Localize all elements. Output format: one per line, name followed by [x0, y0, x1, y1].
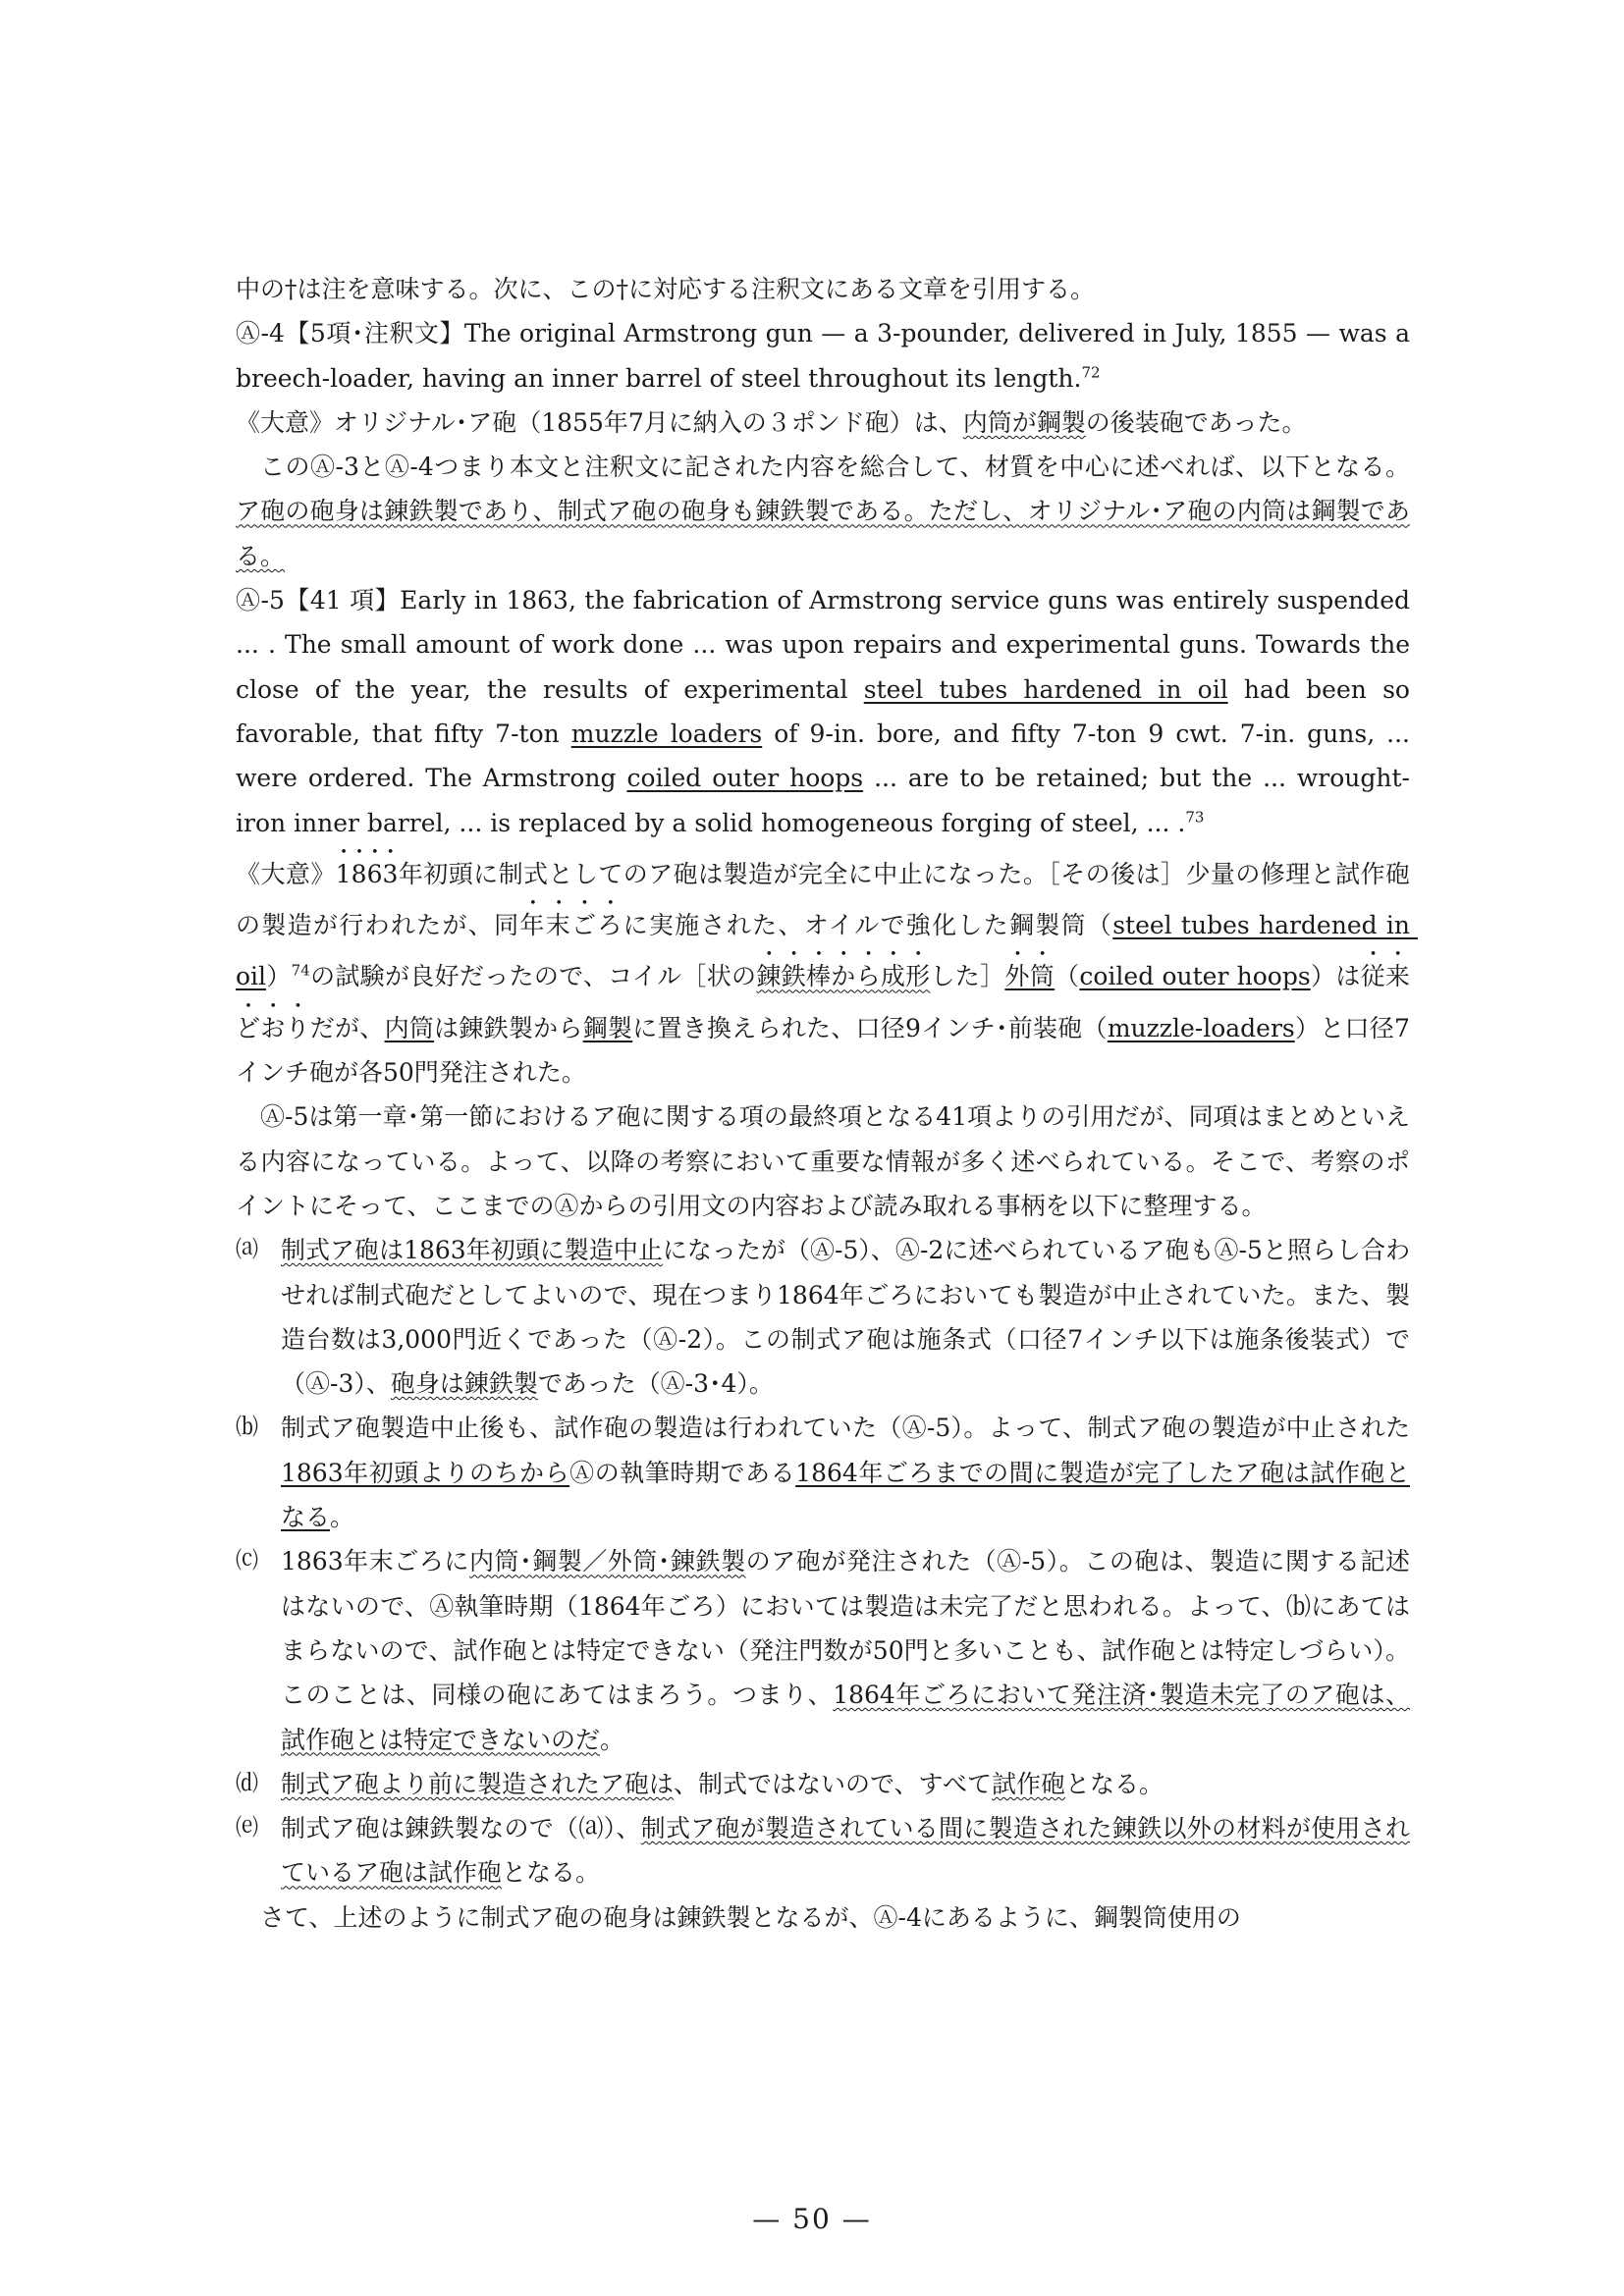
paragraph	[236, 845, 1418, 1095]
text-run: 《大意》	[236, 859, 336, 888]
underlined-text: steel tubes hardened in oil	[863, 674, 1228, 704]
text-run: であった（Ⓐ-3･4）。	[537, 1369, 774, 1399]
text-run: 制式ア砲は錬鉄製なので（⒜）、	[281, 1814, 641, 1843]
paragraph	[236, 578, 1418, 845]
underlined-text: muzzle-loaders	[1107, 1013, 1295, 1042]
text-run: になったが（Ⓐ-5）、Ⓐ-2に述べられているア砲もⒶ-5と照らし合わせれば制式砲だとしてよいので、現在つまり1864年ごろにおいても製造が中止されていた。また、製造台数は3,000門近くであった（Ⓐ-2）。この制式ア砲は施条式（口径7インチ以下は施条後装式）で（Ⓐ-3）、	[281, 1236, 1411, 1399]
underlined-text: 1864年ごろまでの間に製造が完了したア砲は試作砲となる	[281, 1458, 1410, 1532]
page-number: — 50 —	[752, 2203, 872, 2235]
paragraph	[236, 267, 1410, 311]
list-item	[236, 1806, 1410, 1896]
underlined-text: coiled outer hoops	[1079, 962, 1311, 991]
emphasis-dots-text: 年末ごろ	[519, 911, 623, 940]
wavy-underlined-text: 砲身は錬鉄製	[390, 1369, 538, 1399]
text-run: 1863年末ごろに	[281, 1547, 469, 1576]
text-run: は錬鉄製から	[434, 1013, 583, 1042]
wavy-underlined-text: 内筒･鋼製／外筒･錬鉄製	[468, 1547, 746, 1576]
list-item	[236, 1539, 1410, 1761]
text-run: の試験が良好だったので、コイル［状の	[309, 962, 757, 991]
list-item-text	[281, 1406, 1410, 1539]
text-run: 制式ア砲製造中止後も、試作砲の製造は行われていた（Ⓐ-5）。よって、制式ア砲の製造が中止された	[281, 1414, 1410, 1443]
underlined-text: muzzle loaders	[570, 719, 763, 748]
text-run: 。	[600, 1725, 625, 1754]
list-item-text	[281, 1762, 1410, 1806]
text-run: Ⓐの執筆時期である	[569, 1458, 796, 1487]
list-item-marker: ⒞	[236, 1548, 258, 1575]
text-run: に置き換えられた、口径9インチ･前装砲（	[632, 1013, 1108, 1042]
wavy-underlined-text: 1864年ごろにおいて発注済･製造未完了のア砲は、試作砲とは特定できないのだ	[281, 1681, 1410, 1754]
footnote-ref: 73	[1185, 808, 1205, 827]
text-run: した］	[930, 962, 1005, 991]
text-run: 。	[330, 1503, 355, 1532]
text-run: となる。	[1065, 1769, 1164, 1798]
wavy-underlined-text: 制式ア砲より前に製造されたア砲は	[281, 1769, 675, 1798]
list-item-marker: ⒜	[236, 1237, 258, 1263]
text-run: このⒶ-3とⒶ-4つまり本文と注釈文に記された内容を総合して、材質を中心に述べれば、以下となる。	[260, 453, 1410, 482]
text-run: ）と口径7インチ砲が各50門発注された。	[236, 1013, 1410, 1088]
list-item	[236, 1406, 1410, 1539]
wavy-underlined-text: 内筒が鋼製	[962, 407, 1086, 437]
emphasis-dots-text: 従来どおり	[236, 962, 1410, 1042]
paragraphs	[236, 267, 1418, 1228]
paragraph	[236, 400, 1410, 445]
text-run: だが、	[309, 1013, 385, 1042]
underlined-text: 鋼製	[582, 1013, 633, 1042]
underlined-text: coiled outer hoops	[626, 764, 864, 793]
text-run: of 9-in. bore, and fifty 7-ton 9 cwt. 7-in. guns, ... were ordered. The Armstrong	[236, 719, 1418, 793]
text-run: 中の†は注を意味する。次に、この†に対応する注釈文にある文章を引用する。	[236, 275, 1096, 303]
wavy-underlined-text: 制式ア砲が製造されている間に製造された錬鉄以外の材料が使用されているア砲は試作砲	[281, 1814, 1410, 1888]
text-run: さて、上述のように制式ア砲の砲身は錬鉄製となるが、Ⓐ-4にあるように、鋼製筒使用の	[260, 1902, 1241, 1932]
footnote-ref: 74	[291, 962, 310, 981]
text-run: となる。	[502, 1858, 601, 1888]
text-run: 年初頭に制式としてのア砲は製造が完全に中止になった。［その後は］少量の修理と試作砲の製造が行われたが、同	[236, 859, 1410, 940]
paragraph	[236, 445, 1410, 578]
text-run: ... are to be retained; but the ... wrought-iron inner barrel, ... is replaced by a solid homogeneous forging of steel, ... .	[236, 764, 1410, 837]
text-run: 《大意》オリジナル･ア砲（1855年7月に納入の３ポンド砲）は、	[236, 407, 963, 437]
body-text	[236, 267, 1418, 1940]
text-run: のア砲が発注された（Ⓐ-5）。この砲は、製造に関する記述はないので、Ⓐ執筆時期（1864年ごろ）においては製造は未完了だと思われる。よって、⒝にあてはまらないので、試作砲とは特定できない（発注門数が50門と多いことも、試作砲とは特定しづらい）。このことは、同様の砲にあてはまろう。つまり、	[281, 1547, 1410, 1710]
underlined-text: 外筒	[1004, 962, 1056, 991]
text-run: ）は	[1310, 962, 1361, 991]
text-run: の後装砲であった。	[1085, 407, 1307, 437]
text-run: 、制式ではないので、すべて	[674, 1769, 993, 1798]
list-item-text	[281, 1806, 1410, 1896]
list-item-marker: ⒝	[236, 1415, 258, 1441]
list-item-text	[281, 1539, 1410, 1761]
underlined-text: 内筒	[384, 1013, 435, 1042]
text-run: Ⓐ-5は第一章･第一節におけるア砲に関する項の最終項となる41項よりの引用だが、同項はまとめといえる内容になっている。よって、以降の考察において重要な情報が多く述べられている。そこで、考察のポイントにそって、ここまでのⒶからの引用文の内容および読み取れる事柄を以下に整理する。	[236, 1102, 1410, 1220]
list-item-text	[281, 1228, 1410, 1406]
text-run: ）	[266, 962, 292, 991]
footnote-ref: 72	[1081, 363, 1101, 382]
closing-paragraph	[236, 1896, 1410, 1940]
list-item-marker: ⒠	[236, 1815, 258, 1842]
enumerated-list	[236, 1228, 1410, 1895]
text-run: had been so favorable, that fifty 7-ton	[236, 674, 1418, 748]
list-item	[236, 1762, 1410, 1806]
wavy-underlined-text: 錬鉄棒から成形	[756, 962, 931, 991]
paragraph	[236, 311, 1418, 400]
underlined-text: 1863年初頭よりのちから	[281, 1458, 570, 1487]
text-run: Ⓐ-5【41 項】Early in 1863, the fabrication of Armstrong service guns was entirely suspended ... . The small amount of work done ... was upon repairs and experimental guns. Towards the close of the year, the results of experimental	[236, 586, 1418, 704]
emphasis-dots-text: 1863	[335, 859, 399, 888]
text-run: に実施された、オイルで強化した鋼製筒（	[623, 911, 1113, 940]
list-item	[236, 1228, 1410, 1406]
underlined-text: steel tubes hardened in oil	[236, 911, 1418, 991]
wavy-underlined-text: 制式ア砲は1863年初頭に製造中止	[281, 1236, 663, 1265]
list-item-marker: ⒟	[236, 1770, 258, 1796]
paragraph	[236, 1095, 1410, 1228]
text-run: （	[1055, 962, 1080, 991]
wavy-underlined-text: 試作砲	[992, 1769, 1066, 1798]
text-run: Ⓐ-4【5項･注釈文】The original Armstrong gun — a 3-pounder, delivered in July, 1855 — was a breech-loader, having an inner barrel of steel throughout its length.	[236, 319, 1418, 393]
wavy-underlined-text: ア砲の砲身は錬鉄製であり、制式ア砲の砲身も錬鉄製である。ただし、オリジナル･ア砲の内筒は鋼製である。	[236, 497, 1410, 570]
